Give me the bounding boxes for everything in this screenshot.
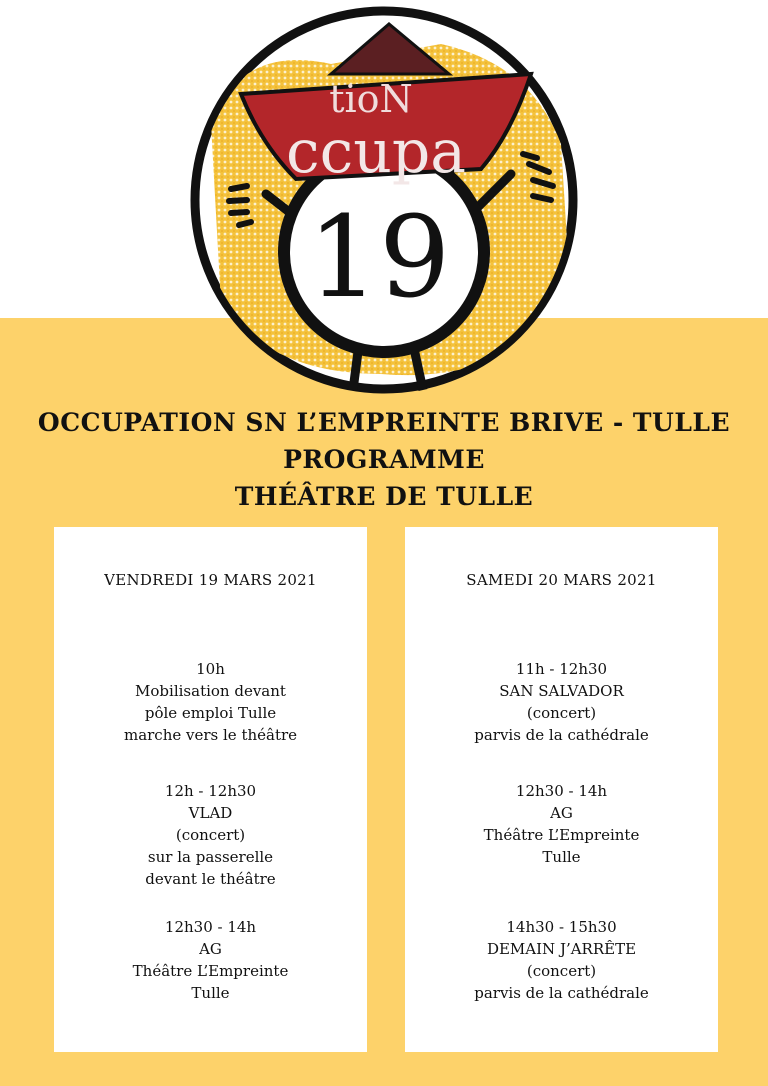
event-item bbox=[54, 780, 367, 890]
heading-occupation: OCCUPATION SN L’EMPREINTE BRIVE - TULLE bbox=[37, 408, 731, 437]
event-time: 14h30 - 15h30 bbox=[506, 918, 617, 936]
event-line: VLAD bbox=[188, 804, 233, 822]
event-item bbox=[405, 658, 718, 746]
heading-programme: PROGRAMME bbox=[283, 445, 485, 474]
day-card-saturday bbox=[405, 527, 718, 1052]
logo-text-main: ccupa bbox=[285, 117, 467, 187]
day-title: VENDREDI 19 MARS 2021 bbox=[104, 571, 317, 589]
event-line: parvis de la cathédrale bbox=[474, 984, 649, 1002]
event-line: (concert) bbox=[526, 962, 597, 980]
event-line: AG bbox=[199, 940, 222, 958]
event-line: sur la passerelle bbox=[147, 848, 274, 866]
event-line: SAN SALVADOR bbox=[499, 682, 624, 700]
event-line: marche vers le théâtre bbox=[123, 726, 298, 744]
heading-theatre: THÉÂTRE DE TULLE bbox=[234, 482, 534, 511]
headings bbox=[0, 404, 768, 515]
event-line: Théâtre L’Empreinte bbox=[132, 962, 289, 980]
event-time: 12h - 12h30 bbox=[164, 782, 257, 800]
event-time: 12h30 - 14h bbox=[515, 782, 608, 800]
event-item bbox=[405, 916, 718, 1004]
event-time: 11h - 12h30 bbox=[515, 660, 608, 678]
event-line: parvis de la cathédrale bbox=[474, 726, 649, 744]
event-line: (concert) bbox=[526, 704, 597, 722]
event-line: Mobilisation devant bbox=[135, 682, 286, 700]
logo-text-top: tioN bbox=[329, 77, 413, 121]
day-title: SAMEDI 20 MARS 2021 bbox=[466, 571, 657, 589]
occupation-19-logo bbox=[181, 4, 587, 394]
event-line: DEMAIN J’ARRÊTE bbox=[486, 940, 637, 958]
event-line: Tulle bbox=[542, 848, 581, 866]
event-item bbox=[54, 916, 367, 1004]
event-item bbox=[54, 658, 367, 746]
event-line: pôle emploi Tulle bbox=[144, 704, 277, 722]
event-line: devant le théâtre bbox=[145, 870, 276, 888]
event-line: Théâtre L’Empreinte bbox=[483, 826, 640, 844]
logo-number: 19 bbox=[307, 193, 451, 323]
day-card-friday bbox=[54, 527, 367, 1052]
event-time: 10h bbox=[196, 660, 225, 678]
event-line: AG bbox=[550, 804, 573, 822]
event-item bbox=[405, 780, 718, 868]
event-line: (concert) bbox=[175, 826, 246, 844]
event-line: Tulle bbox=[191, 984, 230, 1002]
event-time: 12h30 - 14h bbox=[164, 918, 257, 936]
